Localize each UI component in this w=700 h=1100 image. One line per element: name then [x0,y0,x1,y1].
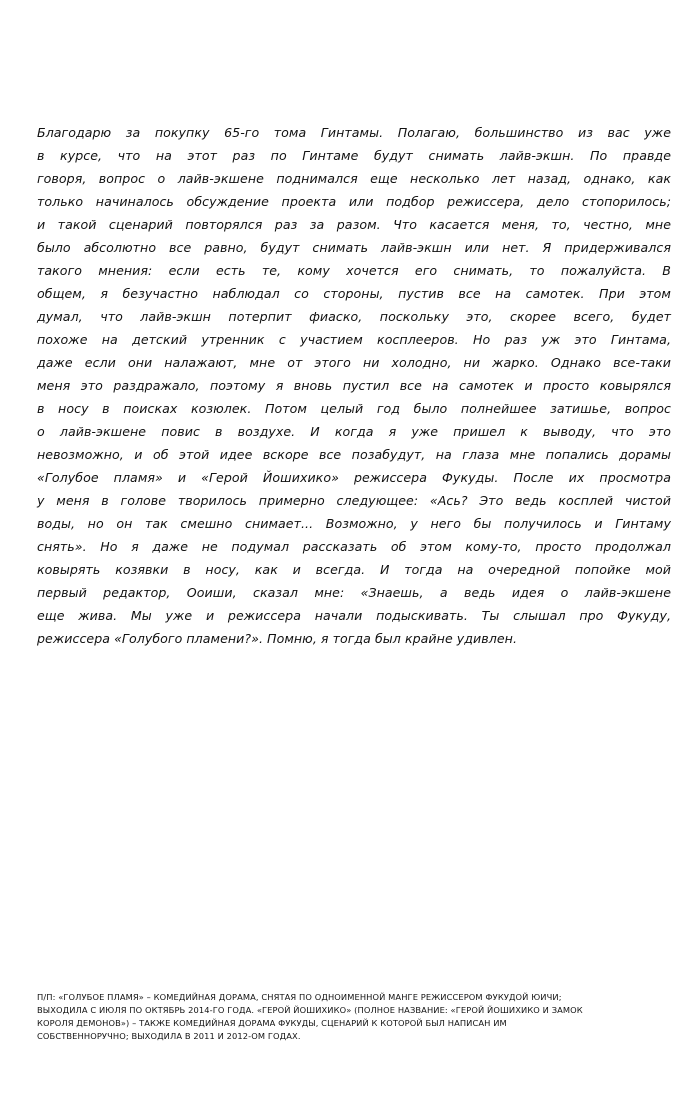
footnote-line: КОРОЛЯ ДЕМОНОВ») – ТАКЖЕ КОМЕДИЙНАЯ ДОРАМА ФУКУДЫ, СЦЕНАРИЙ К КОТОРОЙ БЫЛ НАПИСАН ИМ [37,1018,507,1028]
text-line: режиссера «Голубого пламени?». Помню, я тогда был крайне удивлен. [37,631,517,646]
text-line: только начиналось обсуждение проекта или подбор режиссера, дело стопорилось; [37,194,671,209]
text-line: в носу в поисках козюлек. Потом целый год было полнейшее затишье, вопрос [37,401,671,416]
text-line: даже если они налажают, мне от этого ни холодно, ни жарко. Однако все-таки [37,355,671,370]
footnote-line: П/П: «ГОЛУБОЕ ПЛАМЯ» – КОМЕДИЙНАЯ ДОРАМА, СНЯТАЯ ПО ОДНОИМЕННОЙ МАНГЕ РЕЖИССЕРОМ ФУКУДОЙ ЮИЧИ; [37,992,562,1002]
text-line: о лайв-экшене повис в воздухе. И когда я уже пришел к выводу, что это [37,424,671,439]
text-line: «Голубое пламя» и «Герой Йошихико» режиссера Фукуды. После их просмотра [37,470,671,485]
text-line: ковырять козявки в носу, как и всегда. И тогда на очередной попойке мой [37,562,671,577]
text-line: похоже на детский утренник с участием косплееров. Но раз уж это Гинтама, [37,332,671,347]
text-line: такого мнения: если есть те, кому хочется его снимать, то пожалуйста. В [37,263,671,278]
footnote-line: ВЫХОДИЛА С ИЮЛЯ ПО ОКТЯБРЬ 2014-ГО ГОДА. «ГЕРОЙ ЙОШИХИКО» (ПОЛНОЕ НАЗВАНИЕ: «ГЕРОЙ ЙОШИХИКО И ЗАМОК [37,1005,583,1015]
text-line: воды, но он так смешно снимает... Возможно, у него бы получилось и Гинтаму [37,516,671,531]
text-line: у меня в голове творилось примерно следующее: «Ась? Это ведь косплей чистой [37,493,671,508]
text-line: еще жива. Мы уже и режиссера начали подыскивать. Ты слышал про Фукуду, [37,608,671,623]
text-line: было абсолютно все равно, будут снимать лайв-экшн или нет. Я придерживался [37,240,671,255]
text-line: первый редактор, Ооиши, сказал мне: «Знаешь, а ведь идея о лайв-экшене [37,585,671,600]
translator-footnote [37,991,671,1043]
text-line: в курсе, что на этот раз по Гинтаме будут снимать лайв-экшн. По правде [37,148,671,163]
text-line: невозможно, и об этой идее вскоре все позабудут, на глаза мне попались дорамы [37,447,671,462]
text-line: снять». Но я даже не подумал рассказать об этом кому-то, просто продолжал [37,539,671,554]
text-line: меня это раздражало, поэтому я вновь пустил все на самотек и просто ковырялся [37,378,671,393]
afterword-text [37,121,671,650]
footnote-line: СОБСТВЕННОРУЧНО; ВЫХОДИЛА В 2011 И 2012-ОМ ГОДАХ. [37,1031,301,1041]
text-line: думал, что лайв-экшн потерпит фиаско, поскольку это, скорее всего, будет [37,309,671,324]
text-line: говоря, вопрос о лайв-экшене поднимался еще несколько лет назад, однако, как [37,171,671,186]
text-line: и такой сценарий повторялся раз за разом. Что касается меня, то, честно, мне [37,217,671,232]
text-line: Благодарю за покупку 65-го тома Гинтамы. Полагаю, большинство из вас уже [37,125,671,140]
text-line: общем, я безучастно наблюдал со стороны, пустив все на самотек. При этом [37,286,671,301]
